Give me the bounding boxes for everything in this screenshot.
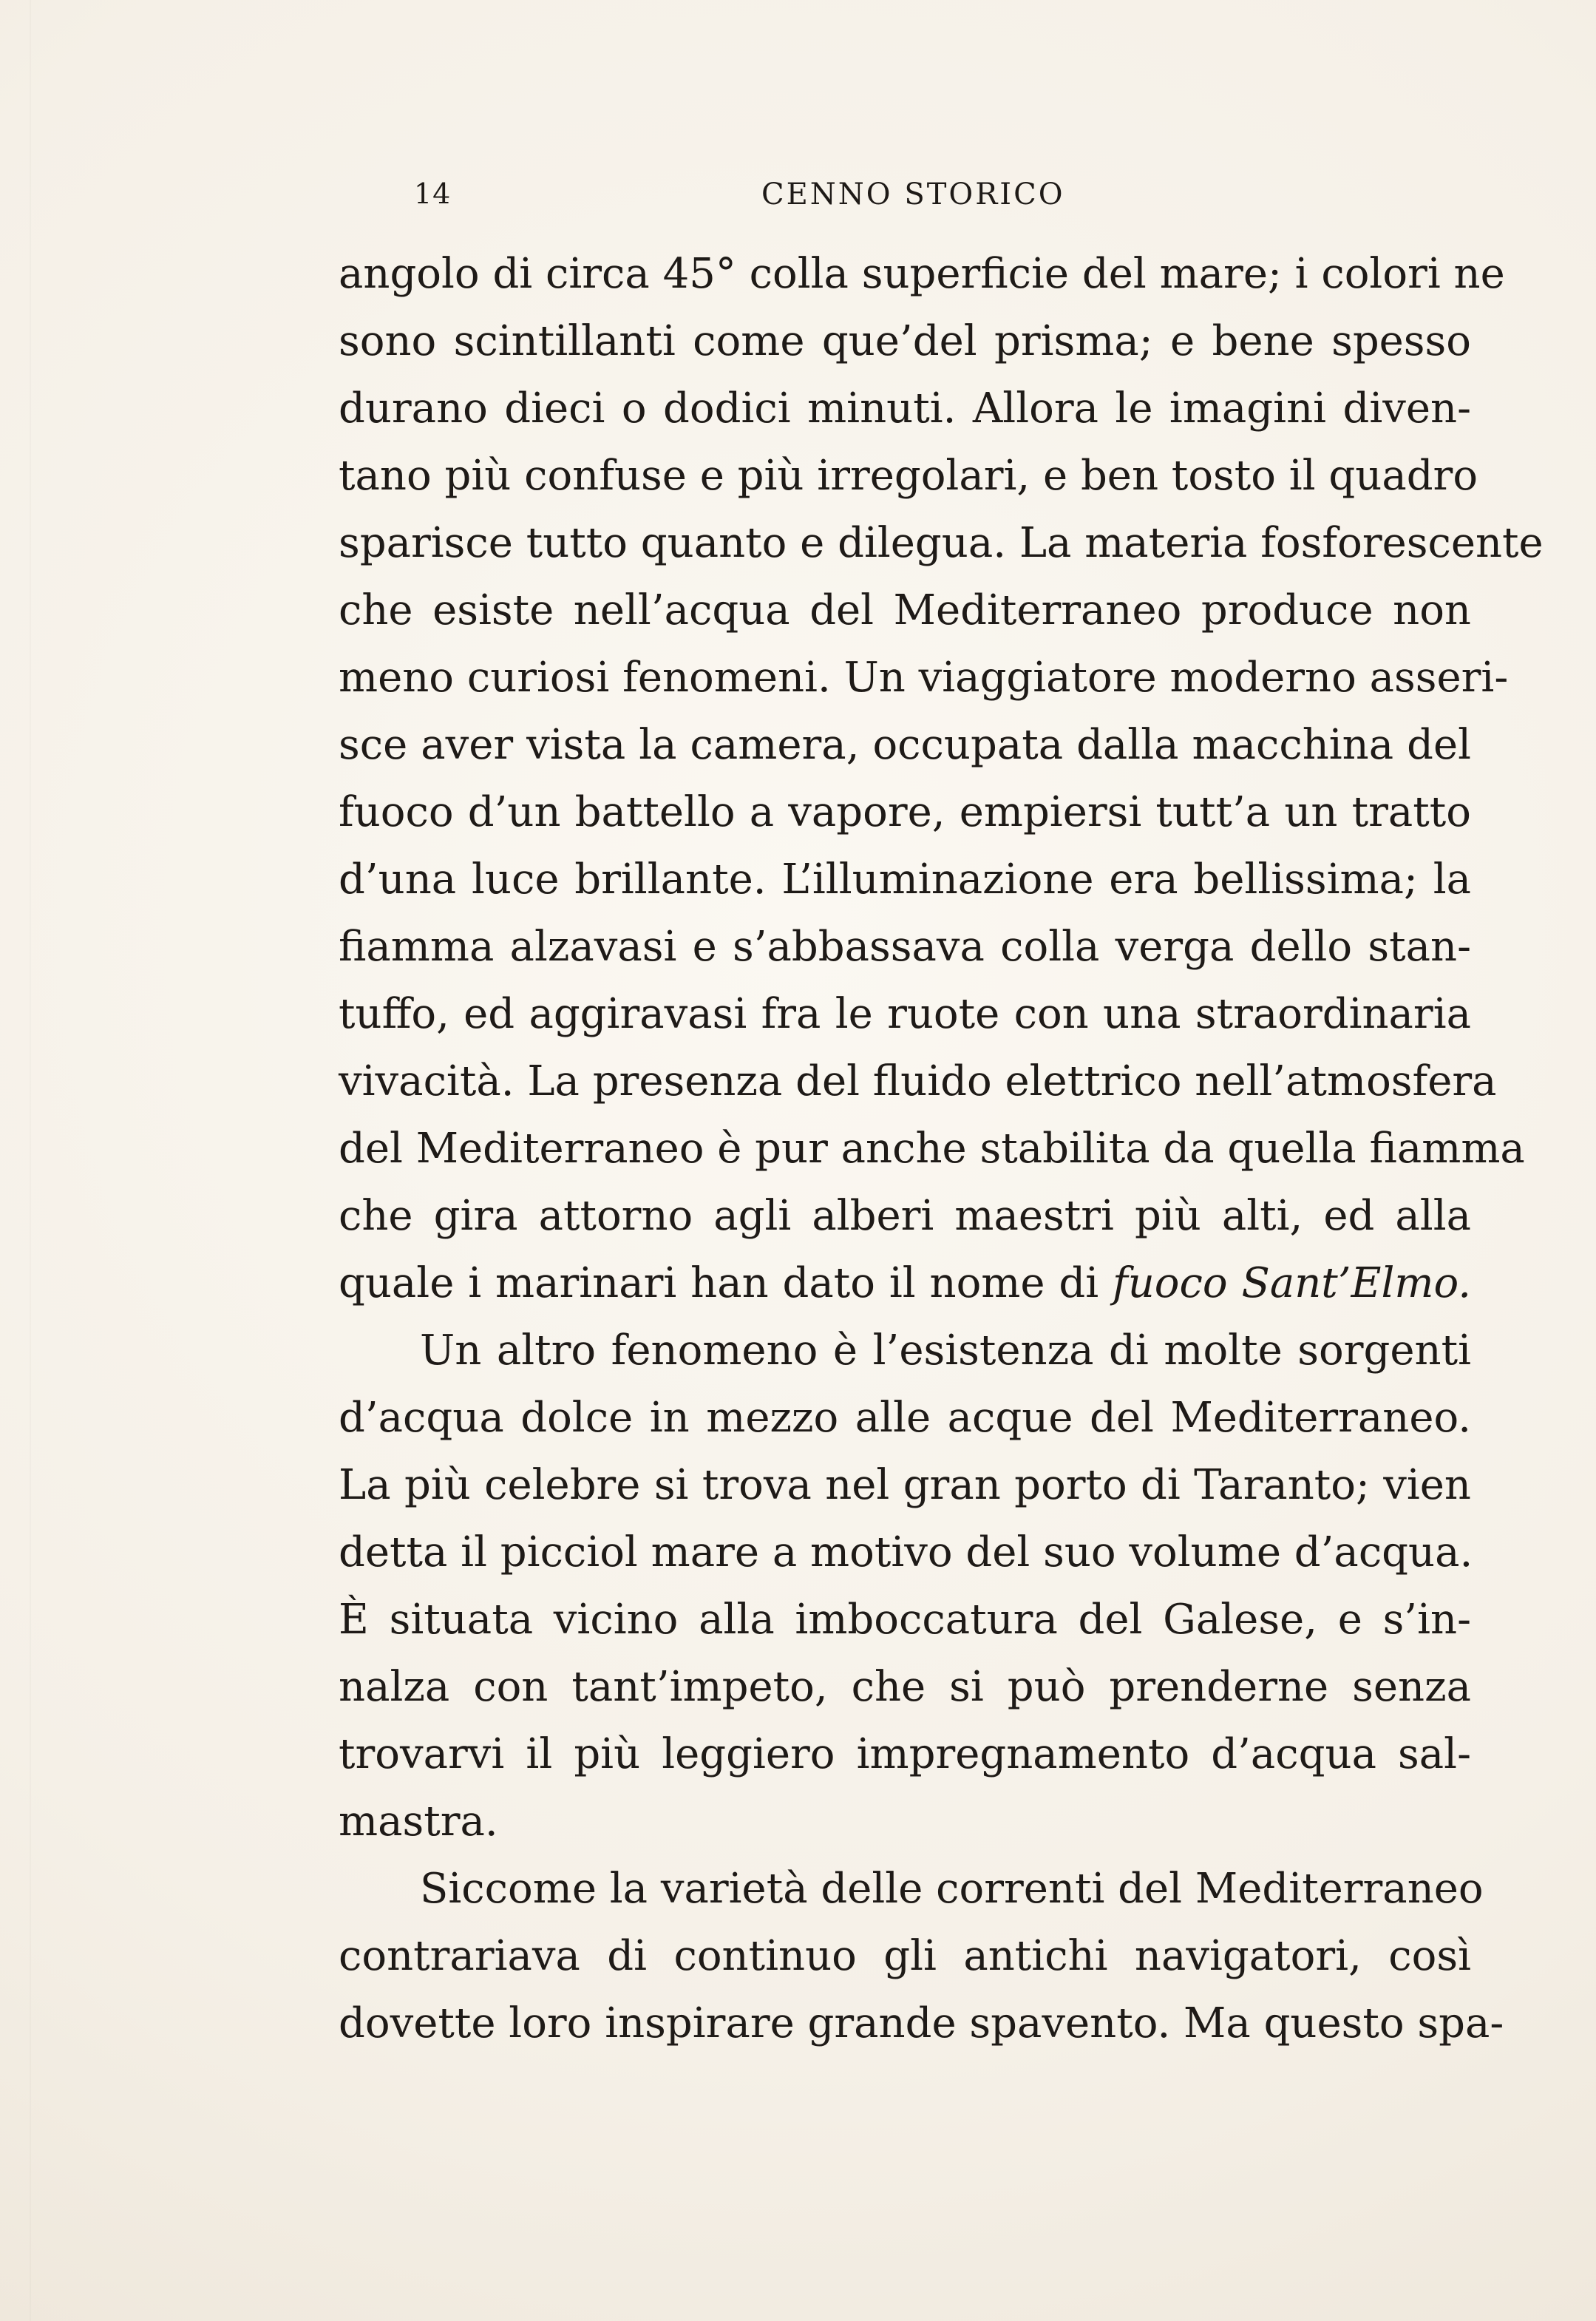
text-line: detta il picciol mare a motivo del suo volume d’acqua. [339,1528,1473,1576]
text-line: del Mediterraneo è pur anche stabilita da quella fiamma [339,1125,1525,1173]
text-line-with-italic [339,1250,1471,1317]
running-title: CENNO STORICO [761,177,1065,211]
text-line: dovette loro inspirare grande spavento. Ma questo spa- [339,1999,1504,2047]
body-text [339,240,1544,2057]
page-number: 14 [414,177,452,210]
text-span: quale i marinari han dato il nome di [339,1259,1113,1307]
text-line: tano più confuse e più irregolari, e ben tosto il quadro [339,452,1478,500]
text-line: tuffo, ed aggiravasi fra le ruote con una straordinaria [339,990,1471,1038]
text-line: fiamma alzavasi e s’abbassava colla verga dello stan- [339,923,1471,971]
text-line: La più celebre si trova nel gran porto di Taranto; vien [339,1461,1471,1509]
italic-text: fuoco Sant’Elmo. [1113,1259,1472,1307]
text-line: durano dieci o dodici minuti. Allora le imagini diven- [339,384,1471,433]
text-line: vivacità. La presenza del fluido elettrico nell’atmosfera [339,1057,1497,1105]
text-line: fuoco d’un battello a vapore, empiersi tutt’a un tratto [339,788,1471,836]
paragraph-end-line: mastra. [339,1797,498,1846]
text-line: sono scintillanti come que’del prisma; e bene spesso [339,317,1471,365]
text-line: trovarvi il più leggiero impregnamento d’acqua sal- [339,1730,1471,1778]
paragraph-start-line: Un altro fenomeno è l’esistenza di molte sorgenti [420,1326,1471,1375]
page-header [414,177,1471,222]
text-line: meno curiosi fenomeni. Un viaggiatore moderno asseri- [339,654,1509,702]
text-line: d’una luce brillante. L’illuminazione era bellissima; la [339,855,1471,904]
text-line: contrariava di continuo gli antichi navigatori, così [339,1932,1471,1980]
paragraph-start-line: Siccome la varietà delle correnti del Mediterraneo [420,1865,1484,1913]
text-line: sce aver vista la camera, occupata dalla macchina del [339,721,1471,769]
text-line: che gira attorno agli alberi maestri più alti, ed alla [339,1192,1471,1240]
page-edge [30,0,31,2321]
text-line: sparisce tutto quanto e dilegua. La materia fosforescente [339,519,1544,567]
text-line: nalza con tant’impeto, che si può prenderne senza [339,1663,1471,1711]
text-line: d’acqua dolce in mezzo alle acque del Mediterraneo. [339,1394,1471,1442]
text-line: È situata vicino alla imboccatura del Galese, e s’in- [339,1596,1471,1644]
text-line: che esiste nell’acqua del Mediterraneo produce non [339,586,1471,634]
text-line: angolo di circa 45° colla superficie del mare; i colori ne [339,250,1505,298]
